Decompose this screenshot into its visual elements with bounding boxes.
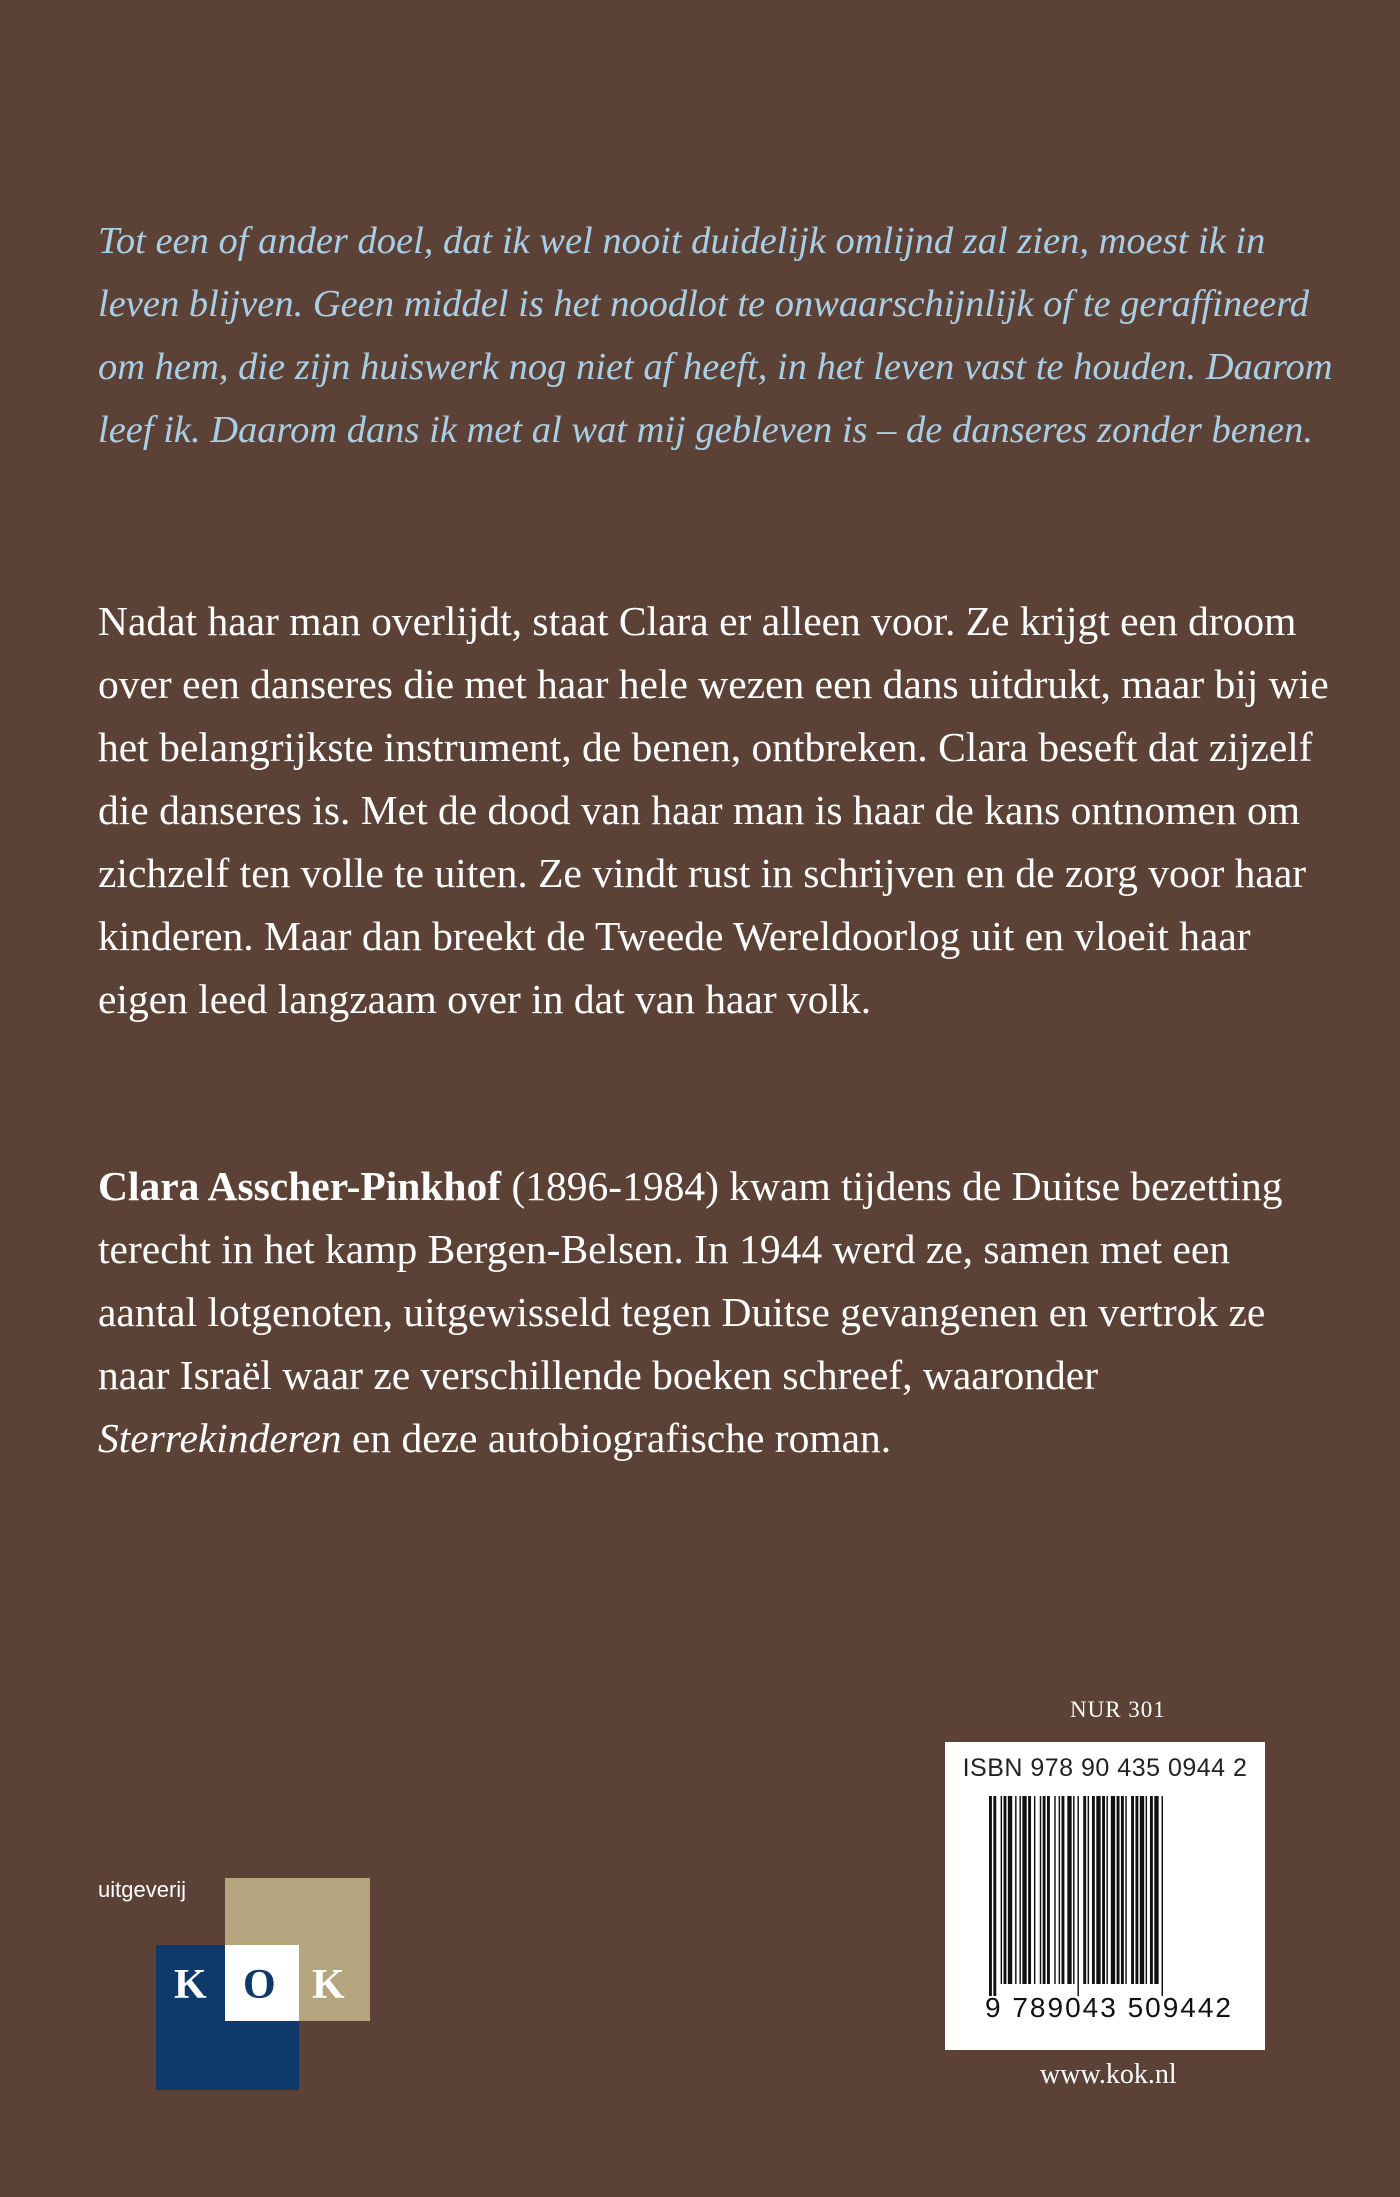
barcode-bar <box>1001 1796 1002 1984</box>
barcode-bar <box>1154 1796 1158 1984</box>
barcode-bar <box>1059 1796 1060 1984</box>
barcode-bar <box>1088 1796 1089 1984</box>
barcode-bar <box>1040 1796 1041 1984</box>
barcode-bar <box>1043 1796 1046 1984</box>
barcode-bar <box>1111 1796 1115 1984</box>
synopsis-text: Nadat haar man overlijdt, staat Clara er alleen voor. Ze krijgt een droom over een danseres die met haar hele wezen een dans uitdrukt, maar bij wie het belangrijkste instrument, de benen, ontbreken. Clara beseft dat zijzelf die danseres is. Met de dood van haar man is haar de kans ontnomen om zichzelf ten volle te uiten. Ze vindt rust in schrijven en de zorg voor haar kinderen. Maar dan breekt de Tweede Wereldoorlog uit en vloeit haar eigen leed langzaam over in dat van haar volk. <box>98 598 1329 1022</box>
barcode-bar <box>1135 1796 1138 1984</box>
quote-text: Tot een of ander doel, dat ik wel nooit duidelijk omlijnd zal zien, moest ik in leven blijven. Geen middel is het noodlot te onwaarschijnlijk of te geraffineerd om hem, die zijn huiswerk nog niet af heeft, in het leven vast te houden. Daarom leef ik. Daarom dans ik met al wat mij gebleven is – de danseres zonder benen. <box>98 220 1333 451</box>
barcode-bar <box>1146 1796 1147 1984</box>
barcode-bar <box>1008 1796 1012 1984</box>
barcode <box>989 1796 1221 1996</box>
barcode-bar <box>1083 1796 1086 1984</box>
barcode-bar <box>1140 1796 1144 1984</box>
barcode-bar <box>1162 1796 1163 1996</box>
barcode-bar <box>1062 1796 1065 1984</box>
barcode-bar <box>1047 1796 1050 1984</box>
barcode-bar <box>1096 1796 1100 1984</box>
logo-letter-o: O <box>243 1962 276 2008</box>
author-name: Clara Asscher-Pinkhof <box>98 1163 502 1209</box>
barcode-digits: 9 789043 509442 <box>985 1992 1233 2023</box>
barcode-bar <box>1125 1796 1126 1984</box>
barcode-bar <box>1092 1796 1095 1984</box>
barcode-bar <box>989 1796 992 1996</box>
barcode-bar <box>1004 1796 1007 1984</box>
publisher-label: uitgeverij <box>98 1877 187 1902</box>
barcode-box <box>945 1742 1265 2050</box>
barcode-bar <box>1019 1796 1020 1984</box>
barcode-bar <box>1117 1796 1120 1984</box>
barcode-bar <box>1106 1796 1107 1984</box>
logo-letter-k2: K <box>312 1962 345 2008</box>
isbn-label: ISBN 978 90 435 0944 2 <box>962 1754 1248 1782</box>
barcode-bar <box>1028 1796 1031 1984</box>
barcode-bar <box>1150 1796 1153 1984</box>
barcode-bar <box>1034 1796 1035 1984</box>
barcode-bar <box>1073 1796 1074 1984</box>
barcode-bar <box>1054 1796 1055 1984</box>
bio-text-2: en deze autobiografische roman. <box>341 1415 892 1461</box>
logo-letter-k1: K <box>174 1962 207 2008</box>
book-title: Sterrekinderen <box>98 1415 342 1461</box>
barcode-bar <box>1067 1796 1071 1984</box>
barcode-bar <box>1131 1796 1134 1984</box>
author-bio <box>98 1155 1338 1470</box>
publisher-url: www.kok.nl <box>1040 2059 1177 2090</box>
barcode-bar <box>1121 1796 1124 1984</box>
barcode-bar <box>1102 1796 1105 1984</box>
barcode-bar <box>993 1796 996 1996</box>
nur-code: NUR 301 <box>1070 1697 1166 1722</box>
barcode-bar <box>1015 1796 1016 1984</box>
bio-text-1: (1896-1984) kwam tijdens de Duitse bezetting terecht in het kamp Bergen-Belsen. In 1944 werd ze, samen met een aantal lotgenoten, uitgewisseld tegen Duitse gevangenen en vertrok ze naar Israël waar ze verschillende boeken schreef, waaronder <box>98 1163 1283 1398</box>
barcode-bar <box>1022 1796 1026 1984</box>
barcode-bar <box>1077 1796 1078 1996</box>
